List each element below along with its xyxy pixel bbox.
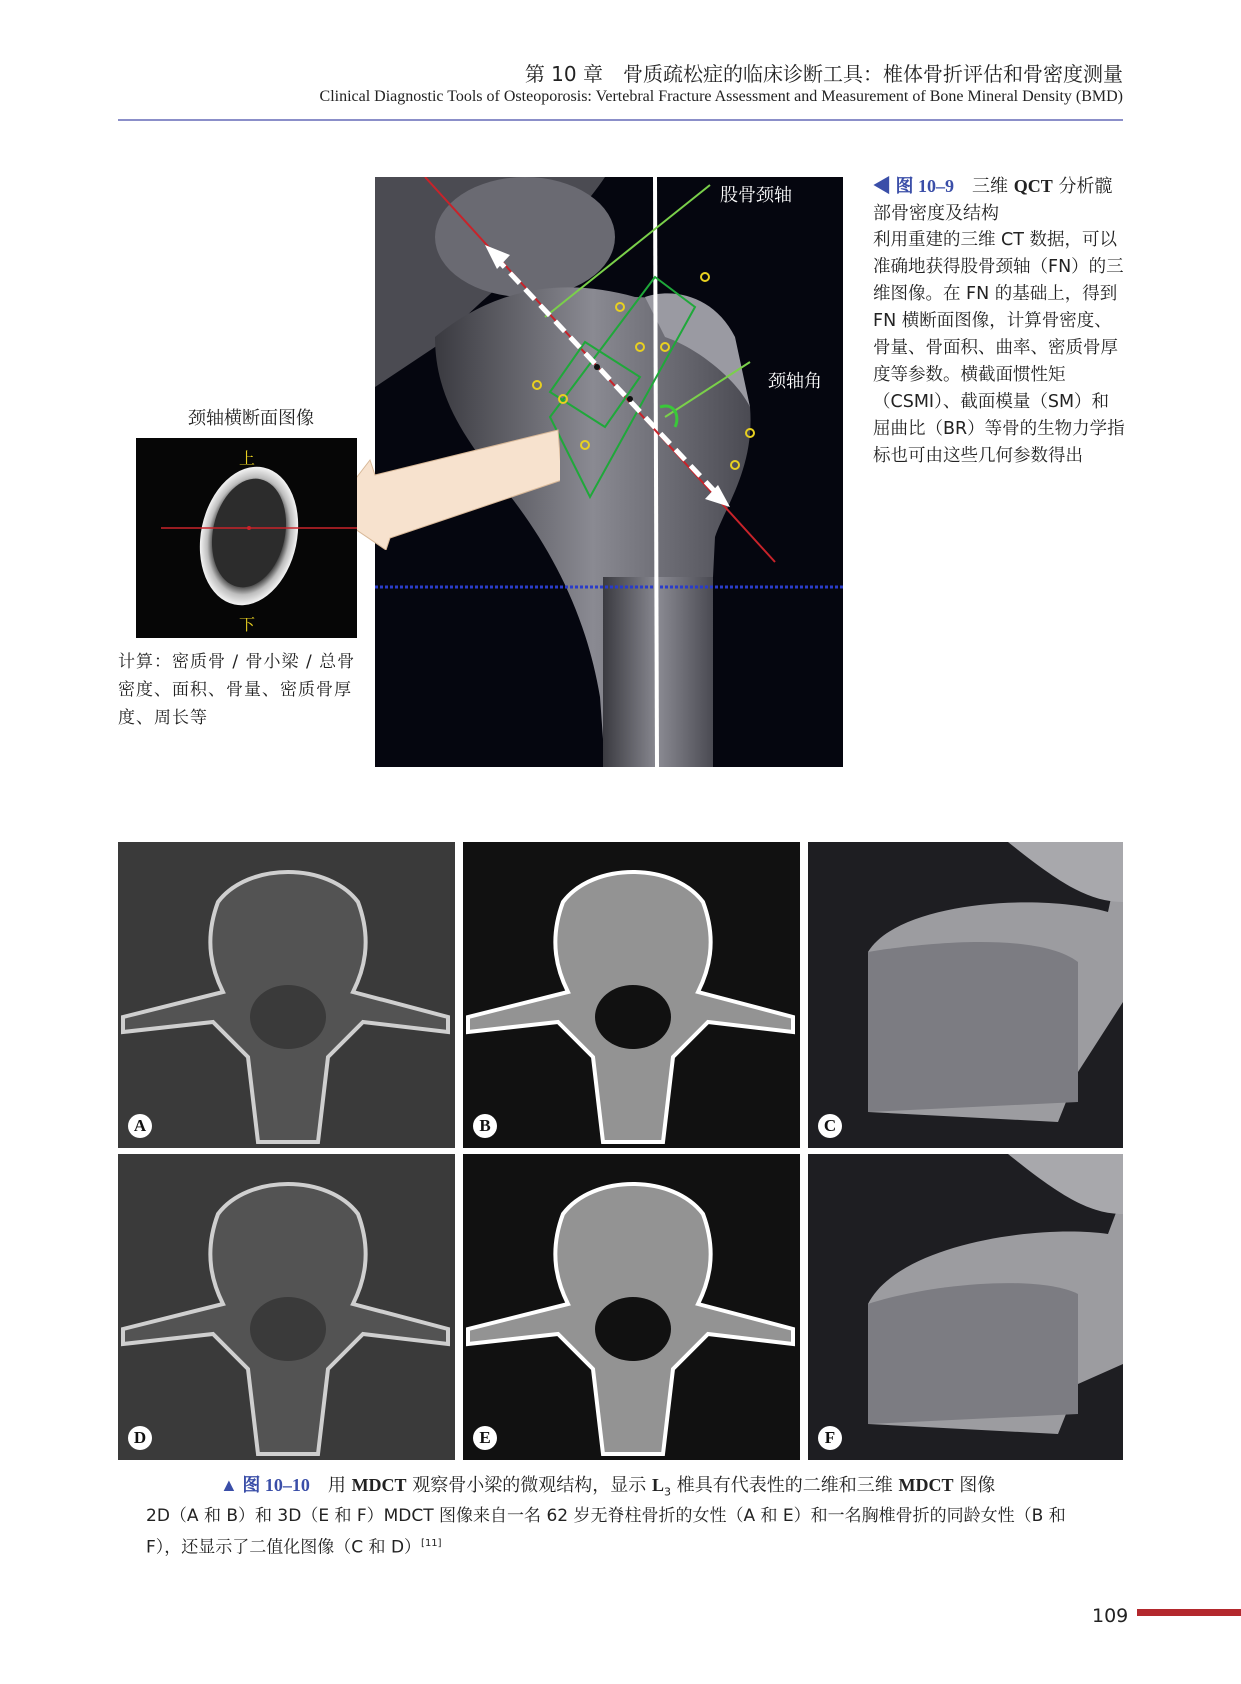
vertebra-axial-slice — [463, 1154, 800, 1460]
caption-body-text: 2D（A 和 B）和 3D（E 和 F）MDCT 图像来自一名 62 岁无脊柱骨折的女性（A 和 E）和一名胸椎骨折的同龄女性（B 和 F），还显示了二值化图像（C 和 D） — [146, 1506, 1066, 1558]
caption-title-mdct: MDCT — [898, 1475, 954, 1495]
figure-10-10-title — [220, 1471, 995, 1499]
caption-title-part: 观察骨小梁的微观结构，显示 — [406, 1475, 653, 1496]
caption-title-part: 用 — [309, 1475, 352, 1496]
vertebra-panel — [808, 842, 1123, 1148]
label-femoral-neck-axis: 股骨颈轴 — [720, 185, 792, 206]
chapter-title-cn: 第 10 章 骨质疏松症的临床诊断工具：椎体骨折评估和骨密度测量 — [524, 62, 1123, 86]
figure-number: 图 10–10 — [242, 1475, 310, 1495]
label-neck-axis-angle: 颈轴角 — [768, 371, 822, 392]
calculation-note: 计算：密质骨 / 骨小梁 / 总骨密度、面积、骨量、密质骨厚度、周长等 — [118, 652, 356, 728]
cross-section-top-label: 上 — [239, 449, 256, 468]
vertebra-3d-render — [808, 842, 1123, 1148]
header-rule — [118, 119, 1123, 121]
caption-marker: ◀ — [873, 176, 896, 196]
caption-title-part: 椎具有代表性的二维和三维 — [671, 1475, 899, 1496]
figure-10-9-title — [873, 173, 1125, 227]
caption-title-part: 三维 — [954, 176, 1014, 197]
vertebra-panel — [118, 1154, 455, 1460]
panel-label: B — [473, 1114, 497, 1138]
caption-title-mdct: MDCT — [351, 1475, 407, 1495]
caption-title-sub: 3 — [664, 1485, 672, 1499]
figure-number: 图 10–9 — [895, 176, 954, 196]
figure-10-9-caption — [873, 173, 1125, 470]
panel-label: D — [128, 1426, 152, 1450]
vertebra-axial-slice — [463, 842, 800, 1148]
chapter-title-en: Clinical Diagnostic Tools of Osteoporosis: Vertebral Fracture Assessment and Measurement of Bone Mineral Density (BMD) — [319, 88, 1123, 105]
pointer-arrow — [330, 420, 560, 550]
panel-label: C — [818, 1114, 842, 1138]
caption-reference: [11] — [421, 1538, 442, 1549]
figure-10-10-body — [146, 1502, 1106, 1562]
vertebra-axial-slice — [118, 1154, 455, 1460]
vertebra-axial-slice — [118, 842, 455, 1148]
vertebra-panel — [463, 1154, 800, 1460]
cross-section-image — [136, 438, 357, 638]
panel-label: A — [128, 1114, 152, 1138]
figure-10-9-body: 利用重建的三维 CT 数据，可以准确地获得股骨颈轴（FN）的三维图像。在 FN 的基础上，得到 FN 横断面图像，计算骨密度、骨量、骨面积、曲率、密质骨厚度等参数。横截面惯性矩（CSMI）、截面模量（SM）和屈曲比（BR）等骨的生物力学指标也可由这些几何参数得出 — [873, 230, 1125, 466]
panel-label: E — [473, 1426, 497, 1450]
caption-title-qct: QCT — [1013, 176, 1053, 196]
page-bar — [1137, 1609, 1241, 1616]
page-number: 109 — [1092, 1605, 1129, 1627]
caption-title-l: L — [652, 1475, 665, 1495]
vertebra-panel — [463, 842, 800, 1148]
cross-section-bottom-label: 下 — [239, 615, 256, 634]
vertebra-panel — [118, 842, 455, 1148]
caption-title-part: 图像 — [953, 1475, 996, 1496]
vertebra-panel — [808, 1154, 1123, 1460]
panel-label: F — [818, 1426, 842, 1450]
cross-section-title: 颈轴横断面图像 — [188, 408, 314, 429]
caption-title-part: 分析髋部骨密度及结构 — [873, 176, 1113, 224]
caption-marker: ▲ — [220, 1475, 243, 1495]
vertebra-3d-render — [808, 1154, 1123, 1460]
